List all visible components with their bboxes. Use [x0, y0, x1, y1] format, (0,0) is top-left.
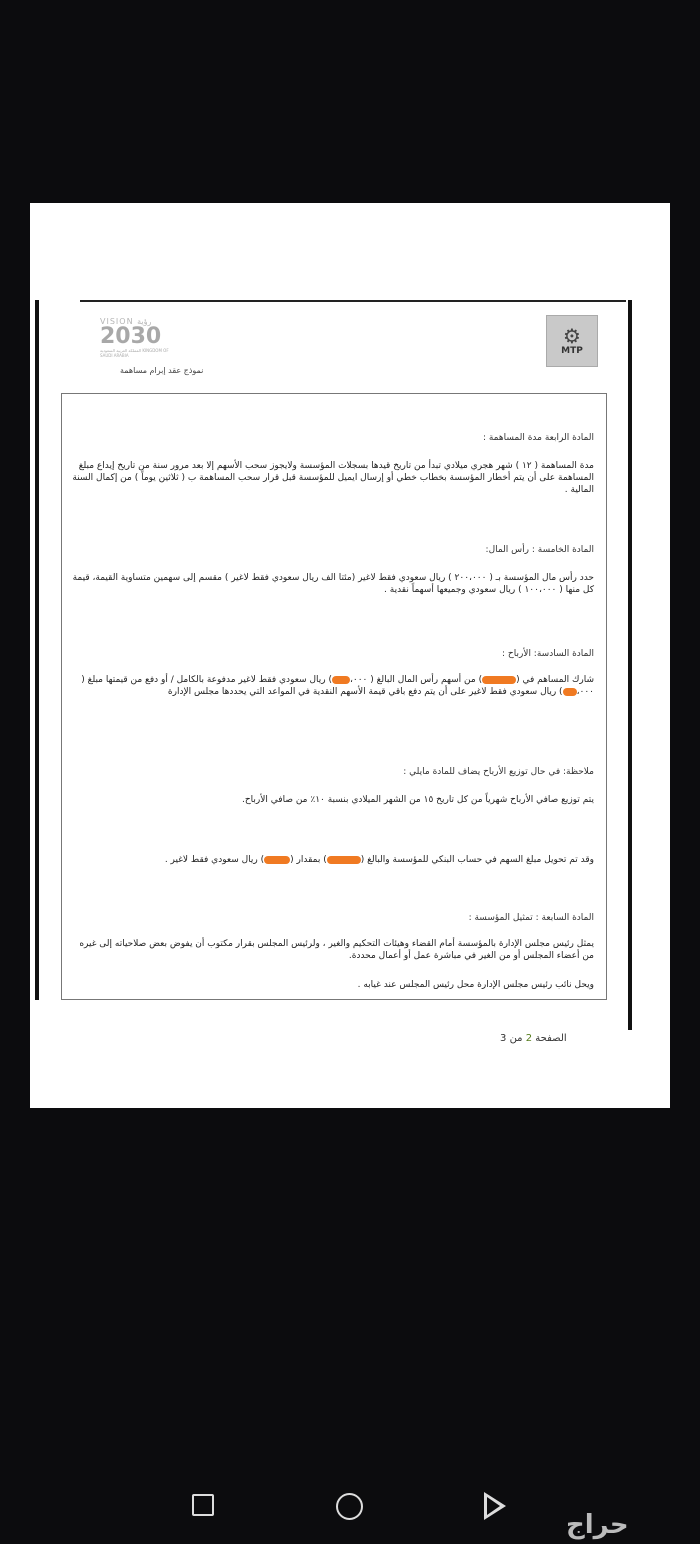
transfer-text — [72, 854, 594, 866]
article-7-heading: المادة السابعة : تمثيل المؤسسة : — [468, 913, 594, 923]
document-subtitle: نموذج عقد إبرام مساهمة — [120, 366, 204, 375]
vision-sub: المملكة العربية السعودية KINGDOM OF SAUDI ARABIA — [100, 348, 169, 358]
note-heading: ملاحظة: في حال توزيع الأرباح يضاف للمادة مايلي : — [403, 767, 594, 777]
mtp-logo-text: MTP — [561, 346, 583, 356]
back-button[interactable] — [484, 1492, 506, 1520]
text: ) ريال سعودي فقط لاغير على أن يتم دفع باقي قيمة الأسهم النقدية في المواعد التي يحددها مجلس الإدارة — [167, 687, 563, 697]
article-5-body: حدد رأس مال المؤسسة بـ ( ٢٠٠،٠٠٠ ) ريال سعودي فقط لاغير (مئتا الف ريال سعودي فقط لاغير ) مقسم إلى سهمين متساوية القيمة، قيمة كل منها ( ١٠٠،٠٠٠ ) ريال سعودي وجميعها أسهماً نقدية . — [72, 573, 594, 595]
vision-year: 2030 — [100, 324, 162, 349]
text: وقد تم تحويل مبلغ السهم في حساب البنكي للمؤسسة والبالغ ( — [360, 855, 594, 865]
page-current: 2 — [525, 1033, 533, 1044]
recents-button[interactable] — [192, 1494, 214, 1516]
article-4-body: مدة المساهمة ( ١٢ ) شهر هجري ميلادي تبدأ من تاريخ قيدها بسجلات المؤسسة ولايجوز سحب الأسهم إلا بعد مرور سنة من تاريخ إيداع مبلغ المساهمة على أن يتم أخطار المؤسسة بخطاب خطي أو إرسال ايميل للمؤسسة قبل قرار سحب المساهمة ب ( ثلاثين يوماً ) من إكمال السنة المالية . — [72, 461, 594, 495]
article-4-heading: المادة الرابعة مدة المساهمة : — [482, 433, 594, 443]
text: ) من أسهم رأس المال البالغ ( ٠٠٠، — [349, 675, 483, 685]
article-5-heading: المادة الخامسة : رأس المال: — [485, 545, 594, 555]
text: شارك المساهم في ( — [516, 675, 594, 685]
mtp-logo — [546, 315, 598, 367]
page-of: من — [509, 1033, 523, 1044]
redaction — [264, 856, 290, 864]
contract-body — [61, 393, 607, 1000]
page-edge-left — [35, 300, 39, 1000]
article-6-body — [72, 674, 594, 698]
redaction — [482, 676, 516, 684]
text: ) بمقدار ( — [290, 855, 327, 865]
header-divider — [80, 300, 626, 302]
article-6-heading: المادة السادسة: الأرباح : — [502, 649, 594, 659]
page-number — [500, 1033, 567, 1044]
redaction — [563, 688, 577, 696]
text: ) ريال سعودي فقط لاغير مدفوعة بالكامل / أو دفع من قيمتها مبلغ ( ٠٠٠، — [81, 675, 594, 697]
article-7-body: يمثل رئيس مجلس الإدارة بالمؤسسة أمام القضاء وهيئات التحكيم والغير ، ولرئيس المجلس بقرار مكتوب أن يفوض بعض صلاحياته إلى غيره من أعضاء المجلس أو من الغير في مباشرة عمل أو أعمال محددة. — [79, 939, 594, 961]
page-total: 3 — [500, 1033, 507, 1044]
note-body: يتم توزيع صافي الأرباح شهرياً من كل تاريخ ١٥ من الشهر الميلادي بنسبة ١٠٪ من صافي الأرباح. — [242, 795, 594, 805]
home-button[interactable] — [336, 1493, 363, 1520]
redaction — [332, 676, 350, 684]
haraj-watermark: حراج — [566, 1510, 629, 1540]
page-label: الصفحة — [535, 1033, 567, 1044]
article-7-body-2: ويحل نائب رئيس مجلس الإدارة محل رئيس المجلس عند غيابه . — [357, 980, 594, 990]
page-edge-right — [628, 300, 632, 1030]
text: ) ريال سعودي فقط لاغير . — [164, 855, 265, 865]
redaction — [327, 856, 361, 864]
vision-text: VISION رؤية — [100, 317, 152, 326]
document-page — [30, 203, 670, 1108]
vision-2030-logo — [100, 317, 180, 358]
gear-icon: ⚙ — [563, 324, 581, 348]
